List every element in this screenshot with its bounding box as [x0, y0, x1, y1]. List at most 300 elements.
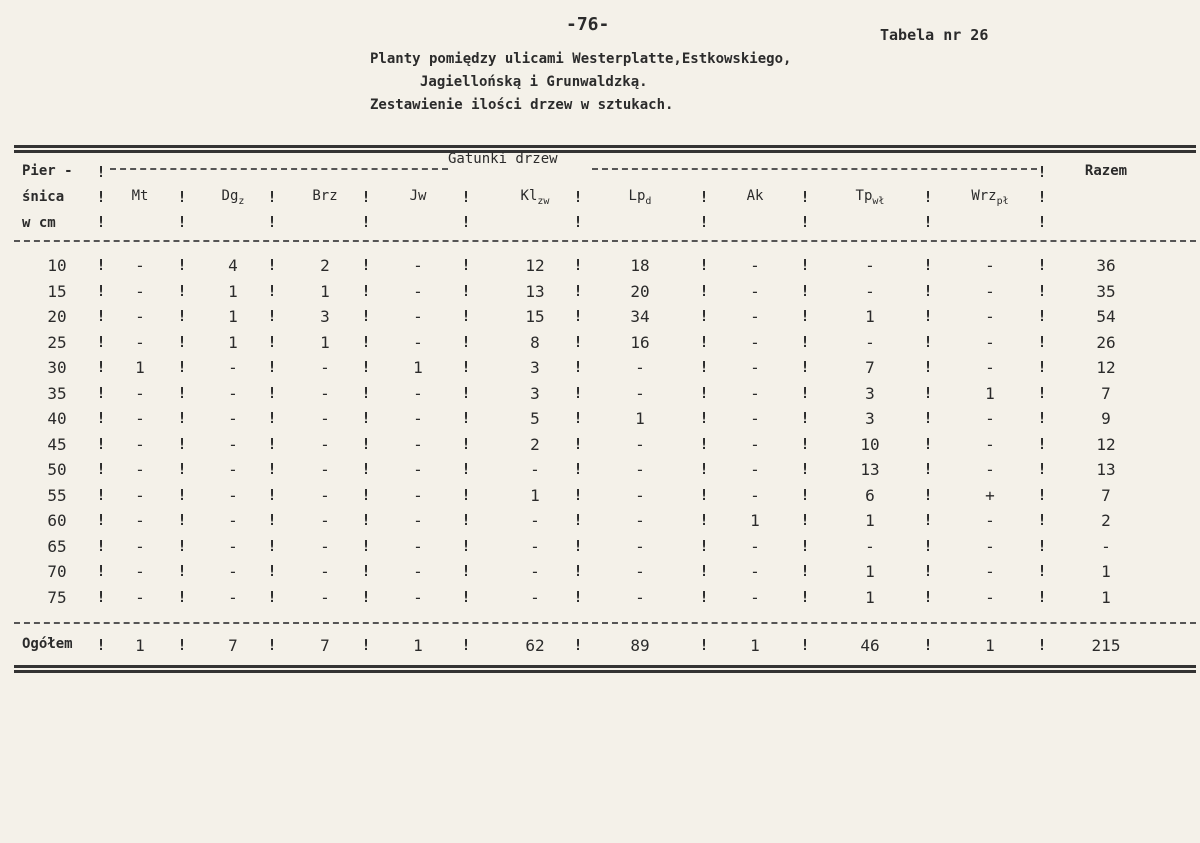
column-separator: ! — [573, 562, 583, 580]
top-rule-2 — [14, 150, 1196, 153]
footer-label: Ogółem — [22, 636, 73, 652]
column-separator: ! — [1037, 636, 1047, 654]
species-header-tp: $Tp_{wł}$ — [855, 188, 885, 207]
column-separator: ! — [573, 281, 583, 300]
count-cell: - — [135, 409, 145, 428]
footer-count-cell: 1 — [750, 636, 760, 655]
title-line-1: Planty pomiędzy ulicami Westerplatte,Estkowskiego, — [370, 51, 792, 67]
circumference-header-line-1: Pier - — [22, 163, 73, 179]
column-separator: ! — [1037, 460, 1047, 478]
count-cell: - — [635, 358, 645, 377]
column-separator: ! — [923, 332, 933, 351]
circumference-cell: 50 — [47, 460, 67, 479]
count-cell: 1 — [135, 358, 145, 377]
count-cell: - — [135, 281, 145, 301]
column-separator: ! — [461, 562, 471, 580]
column-separator: ! — [699, 636, 709, 654]
column-separator: ! — [267, 188, 277, 206]
count-cell: - — [413, 587, 423, 607]
column-separator: ! — [699, 460, 709, 478]
count-cell: - — [228, 511, 238, 530]
count-cell: - — [135, 460, 145, 479]
column-separator: ! — [461, 358, 471, 376]
column-separator: ! — [267, 409, 277, 427]
circumference-cell: 70 — [47, 562, 67, 581]
count-cell: - — [635, 485, 645, 505]
column-separator: ! — [923, 281, 933, 300]
column-separator: ! — [177, 485, 187, 504]
column-separator: ! — [573, 256, 583, 274]
count-cell: - — [985, 409, 995, 428]
count-cell: - — [320, 460, 330, 479]
count-cell: 2 — [320, 256, 330, 275]
column-separator: ! — [267, 213, 277, 231]
circumference-header-line-2: śnica — [22, 189, 65, 205]
footer-count-cell: 46 — [860, 636, 880, 655]
column-separator: ! — [177, 434, 187, 453]
column-separator: ! — [361, 383, 371, 402]
column-separator: ! — [267, 383, 277, 402]
count-cell: - — [635, 383, 645, 403]
column-separator: ! — [699, 562, 709, 580]
column-separator: ! — [699, 409, 709, 427]
column-separator: ! — [699, 358, 709, 376]
count-cell: - — [985, 256, 995, 275]
column-separator: ! — [923, 383, 933, 402]
count-cell: 1 — [530, 485, 540, 505]
column-separator: ! — [96, 213, 106, 231]
column-separator: ! — [361, 188, 371, 206]
count-cell: 1 — [865, 587, 875, 607]
count-cell: - — [135, 562, 145, 581]
column-separator: ! — [573, 188, 583, 206]
column-separator: ! — [1037, 511, 1047, 529]
column-separator: ! — [923, 188, 933, 206]
column-separator: ! — [800, 485, 810, 504]
count-cell: - — [413, 409, 423, 428]
column-separator: ! — [1037, 256, 1047, 274]
column-separator: ! — [361, 409, 371, 427]
count-cell: - — [135, 256, 145, 275]
column-separator: ! — [177, 562, 187, 580]
column-separator: ! — [800, 281, 810, 300]
column-separator: ! — [923, 636, 933, 654]
count-cell: - — [985, 332, 995, 352]
count-cell: 1 — [228, 332, 238, 352]
species-header-mt: Mt — [131, 188, 149, 204]
column-separator: ! — [461, 434, 471, 453]
count-cell: - — [228, 434, 238, 454]
count-cell: - — [530, 536, 540, 556]
column-separator: ! — [1037, 213, 1047, 231]
circumference-cell: 25 — [47, 332, 67, 352]
column-separator: ! — [923, 256, 933, 274]
species-header-lp: $Lp_d$ — [628, 188, 652, 207]
column-separator: ! — [923, 587, 933, 606]
count-cell: 4 — [228, 256, 238, 275]
count-cell: 3 — [320, 307, 330, 326]
circumference-cell: 10 — [47, 256, 67, 275]
column-separator: ! — [923, 460, 933, 478]
species-header-kl: $Kl_{zw}$ — [520, 188, 550, 207]
column-separator: ! — [573, 587, 583, 606]
column-separator: ! — [177, 307, 187, 325]
count-cell: - — [135, 485, 145, 505]
column-separator: ! — [96, 307, 106, 325]
count-cell: - — [750, 536, 760, 556]
column-separator: ! — [177, 383, 187, 402]
count-cell: - — [985, 307, 995, 326]
count-cell: - — [413, 332, 423, 352]
column-separator: ! — [96, 511, 106, 529]
total-cell: 12 — [1096, 434, 1116, 454]
column-separator: ! — [361, 536, 371, 555]
count-cell: 1 — [320, 281, 330, 301]
column-separator: ! — [267, 562, 277, 580]
circumference-cell: 75 — [47, 587, 67, 607]
count-cell: - — [635, 536, 645, 556]
column-separator: ! — [177, 409, 187, 427]
total-cell: 9 — [1101, 409, 1111, 428]
column-separator: ! — [267, 332, 277, 351]
count-cell: 3 — [530, 383, 540, 403]
count-cell: - — [320, 511, 330, 530]
column-separator: ! — [267, 536, 277, 555]
count-cell: - — [750, 383, 760, 403]
count-cell: - — [413, 383, 423, 403]
count-cell: - — [413, 307, 423, 326]
count-cell: 1 — [320, 332, 330, 352]
column-separator: ! — [573, 460, 583, 478]
column-separator: ! — [361, 460, 371, 478]
count-cell: 1 — [985, 383, 995, 403]
column-separator: ! — [361, 485, 371, 504]
count-cell: 6 — [865, 485, 875, 505]
count-cell: - — [750, 460, 760, 479]
column-separator: ! — [699, 188, 709, 206]
total-header: Razem — [1084, 163, 1128, 179]
column-separator: ! — [96, 188, 106, 206]
column-separator: ! — [1037, 281, 1047, 300]
count-cell: - — [135, 536, 145, 556]
total-cell: 54 — [1096, 307, 1116, 326]
column-separator: ! — [461, 460, 471, 478]
total-cell: 36 — [1096, 256, 1116, 275]
column-separator: ! — [699, 281, 709, 300]
column-separator: ! — [461, 409, 471, 427]
count-cell: - — [320, 485, 330, 505]
count-cell: - — [135, 587, 145, 607]
column-separator: ! — [699, 256, 709, 274]
header-dash-right — [592, 168, 1037, 170]
column-separator: ! — [96, 536, 106, 555]
circumference-cell: 15 — [47, 281, 67, 301]
count-cell: - — [865, 256, 875, 275]
footer-count-cell: 89 — [630, 636, 650, 655]
column-separator: ! — [573, 434, 583, 453]
column-separator: ! — [267, 485, 277, 504]
species-header-brz: Brz — [312, 188, 338, 204]
count-cell: 1 — [865, 511, 875, 530]
count-cell: - — [413, 562, 423, 581]
footer-count-cell: 1 — [413, 636, 423, 655]
count-cell: - — [985, 536, 995, 556]
count-cell: 12 — [525, 256, 545, 275]
column-separator: ! — [361, 587, 371, 606]
column-separator: ! — [573, 383, 583, 402]
column-separator: ! — [573, 485, 583, 504]
circumference-cell: 60 — [47, 511, 67, 530]
column-separator: ! — [96, 256, 106, 274]
count-cell: - — [135, 332, 145, 352]
column-separator: ! — [96, 587, 106, 606]
count-cell: - — [985, 460, 995, 479]
column-separator: ! — [361, 307, 371, 325]
column-separator: ! — [96, 460, 106, 478]
column-separator: ! — [573, 213, 583, 231]
column-separator: ! — [177, 358, 187, 376]
column-separator: ! — [923, 213, 933, 231]
column-separator: ! — [800, 188, 810, 206]
count-cell: - — [750, 434, 760, 454]
column-separator: ! — [96, 485, 106, 504]
circumference-cell: 20 — [47, 307, 67, 326]
column-separator: ! — [461, 636, 471, 654]
total-cell: 7 — [1101, 383, 1111, 403]
column-separator: ! — [1037, 358, 1047, 376]
count-cell: + — [985, 485, 995, 505]
count-cell: 18 — [630, 256, 650, 275]
column-separator: ! — [267, 307, 277, 325]
column-separator: ! — [923, 536, 933, 555]
count-cell: 3 — [865, 409, 875, 428]
column-separator: ! — [699, 383, 709, 402]
count-cell: - — [320, 409, 330, 428]
footer-count-cell: 1 — [985, 636, 995, 655]
column-separator: ! — [573, 307, 583, 325]
count-cell: - — [635, 460, 645, 479]
count-cell: 1 — [228, 281, 238, 301]
count-cell: - — [865, 281, 875, 301]
column-separator: ! — [96, 281, 106, 300]
column-separator: ! — [1037, 562, 1047, 580]
count-cell: - — [413, 511, 423, 530]
count-cell: - — [228, 409, 238, 428]
count-cell: - — [750, 409, 760, 428]
total-cell: 35 — [1096, 281, 1116, 301]
column-separator: ! — [800, 536, 810, 555]
column-separator: ! — [177, 332, 187, 351]
count-cell: - — [985, 511, 995, 530]
count-cell: - — [413, 434, 423, 454]
count-cell: - — [135, 434, 145, 454]
column-separator: ! — [573, 358, 583, 376]
column-separator: ! — [800, 256, 810, 274]
column-separator: ! — [96, 163, 106, 181]
title-line-3: Zestawienie ilości drzew w sztukach. — [370, 97, 674, 113]
column-separator: ! — [361, 434, 371, 453]
column-separator: ! — [267, 587, 277, 606]
column-separator: ! — [267, 460, 277, 478]
count-cell: - — [413, 256, 423, 275]
header-dash-left — [110, 168, 448, 170]
column-separator: ! — [699, 587, 709, 606]
column-separator: ! — [461, 307, 471, 325]
column-separator: ! — [699, 434, 709, 453]
count-cell: - — [228, 587, 238, 607]
column-separator: ! — [96, 409, 106, 427]
count-cell: 13 — [860, 460, 880, 479]
count-cell: - — [750, 485, 760, 505]
column-separator: ! — [267, 434, 277, 453]
column-separator: ! — [699, 536, 709, 555]
circumference-cell: 55 — [47, 485, 67, 505]
total-cell: 12 — [1096, 358, 1116, 377]
count-cell: 1 — [228, 307, 238, 326]
column-separator: ! — [699, 511, 709, 529]
column-separator: ! — [800, 409, 810, 427]
table-label: Tabela nr 26 — [880, 26, 989, 44]
column-separator: ! — [1037, 434, 1047, 453]
column-separator: ! — [923, 358, 933, 376]
count-cell: - — [985, 281, 995, 301]
column-separator: ! — [96, 383, 106, 402]
column-separator: ! — [800, 358, 810, 376]
footer-count-cell: 7 — [228, 636, 238, 655]
count-cell: 16 — [630, 332, 650, 352]
total-cell: 2 — [1101, 511, 1111, 530]
count-cell: - — [985, 562, 995, 581]
column-separator: ! — [361, 281, 371, 300]
count-cell: - — [135, 383, 145, 403]
column-separator: ! — [699, 213, 709, 231]
count-cell: 13 — [525, 281, 545, 301]
title-line-2: Jagiellońską i Grunwaldzką. — [420, 74, 648, 90]
count-cell: 1 — [413, 358, 423, 377]
count-cell: - — [750, 358, 760, 377]
column-separator: ! — [800, 434, 810, 453]
count-cell: - — [750, 562, 760, 581]
count-cell: - — [750, 332, 760, 352]
column-separator: ! — [1037, 332, 1047, 351]
count-cell: 1 — [865, 307, 875, 326]
species-header-dg: $Dg_z$ — [221, 188, 245, 207]
count-cell: - — [865, 332, 875, 352]
footer-separator — [14, 622, 1196, 624]
column-separator: ! — [1037, 536, 1047, 555]
count-cell: - — [320, 358, 330, 377]
circumference-header-line-3: w cm — [22, 215, 56, 231]
total-cell: 7 — [1101, 485, 1111, 505]
count-cell: - — [750, 281, 760, 301]
footer-count-cell: 7 — [320, 636, 330, 655]
column-separator: ! — [699, 485, 709, 504]
count-cell: - — [320, 434, 330, 454]
column-separator: ! — [800, 307, 810, 325]
column-separator: ! — [800, 460, 810, 478]
count-cell: - — [530, 562, 540, 581]
circumference-cell: 35 — [47, 383, 67, 403]
count-cell: 10 — [860, 434, 880, 454]
count-cell: - — [750, 307, 760, 326]
column-separator: ! — [800, 511, 810, 529]
column-separator: ! — [461, 511, 471, 529]
column-separator: ! — [177, 213, 187, 231]
count-cell: 3 — [865, 383, 875, 403]
column-separator: ! — [1037, 383, 1047, 402]
column-separator: ! — [267, 511, 277, 529]
count-cell: - — [228, 536, 238, 556]
circumference-cell: 65 — [47, 536, 67, 556]
column-separator: ! — [267, 256, 277, 274]
column-separator: ! — [923, 434, 933, 453]
total-cell: 13 — [1096, 460, 1116, 479]
column-separator: ! — [461, 536, 471, 555]
column-separator: ! — [1037, 188, 1047, 206]
count-cell: - — [320, 562, 330, 581]
column-separator: ! — [573, 409, 583, 427]
column-separator: ! — [800, 213, 810, 231]
column-separator: ! — [361, 332, 371, 351]
column-separator: ! — [96, 636, 106, 654]
species-header-wrz: Wrz$_{pł}$ — [971, 188, 1009, 207]
count-cell: 1 — [750, 511, 760, 530]
count-cell: 15 — [525, 307, 545, 326]
column-separator: ! — [267, 358, 277, 376]
column-separator: ! — [800, 562, 810, 580]
footer-count-cell: 1 — [135, 636, 145, 655]
count-cell: - — [985, 587, 995, 607]
count-cell: - — [530, 587, 540, 607]
count-cell: 1 — [865, 562, 875, 581]
column-separator: ! — [1037, 485, 1047, 504]
column-separator: ! — [699, 332, 709, 351]
top-rule — [14, 145, 1196, 148]
column-separator: ! — [461, 281, 471, 300]
circumference-cell: 30 — [47, 358, 67, 377]
count-cell: 34 — [630, 307, 650, 326]
column-separator: ! — [177, 636, 187, 654]
column-separator: ! — [573, 511, 583, 529]
header-separator — [14, 240, 1196, 242]
column-separator: ! — [461, 485, 471, 504]
count-cell: - — [635, 562, 645, 581]
column-separator: ! — [361, 213, 371, 231]
count-cell: 8 — [530, 332, 540, 352]
count-cell: - — [985, 434, 995, 454]
column-separator: ! — [923, 511, 933, 529]
column-separator: ! — [573, 536, 583, 555]
count-cell: - — [750, 256, 760, 275]
column-separator: ! — [573, 332, 583, 351]
count-cell: - — [320, 383, 330, 403]
column-separator: ! — [461, 332, 471, 351]
column-separator: ! — [461, 188, 471, 206]
count-cell: - — [228, 485, 238, 505]
species-header-ak: Ak — [746, 188, 764, 204]
count-cell: - — [530, 511, 540, 530]
count-cell: - — [635, 511, 645, 530]
species-header-jw: Jw — [409, 188, 427, 204]
count-cell: - — [635, 587, 645, 607]
column-separator: ! — [699, 307, 709, 325]
column-separator: ! — [361, 636, 371, 654]
column-separator: ! — [461, 587, 471, 606]
count-cell: 3 — [530, 358, 540, 377]
count-cell: - — [135, 307, 145, 326]
count-cell: - — [985, 358, 995, 377]
bottom-rule-2 — [14, 670, 1196, 673]
